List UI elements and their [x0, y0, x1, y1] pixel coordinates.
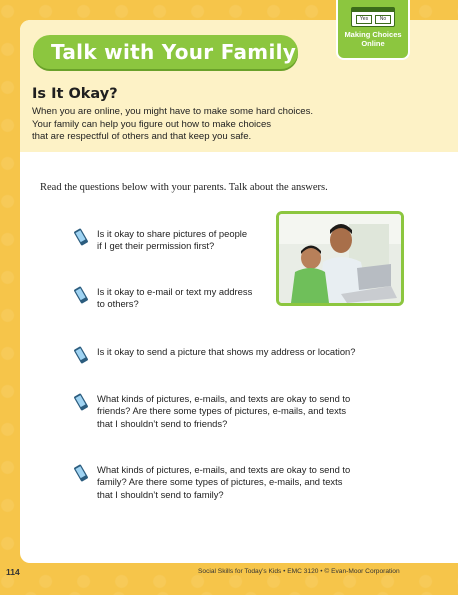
badge-line: Online	[361, 39, 385, 48]
family-photo	[276, 211, 404, 306]
question-line: Is it okay to share pictures of people	[97, 228, 248, 239]
question-item	[72, 228, 247, 253]
question-line: that I shouldn’t send to family?	[97, 488, 224, 500]
question-line: Is it okay to send a picture that shows my address or location?	[97, 346, 356, 357]
question-line: family? Are there some types of pictures, e-mails, and texts	[97, 476, 343, 488]
question-item	[72, 393, 350, 430]
browser-window-icon	[351, 7, 395, 27]
instruction-text: Read the questions below with your parents. Talk about the answers.	[40, 182, 328, 193]
intro-line: that are respectful of others and that keep you safe.	[32, 131, 252, 142]
phone-icon	[72, 346, 90, 364]
question-item	[72, 464, 350, 501]
question-line: What kinds of pictures, e-mails, and texts are okay to send to	[97, 464, 351, 475]
father-son-laptop-illustration	[279, 214, 401, 303]
question-line: that I shouldn’t send to friends?	[97, 417, 228, 429]
phone-icon	[72, 464, 90, 482]
question-item	[72, 346, 355, 364]
intro-line: Your family can help you figure out how to make choices	[32, 118, 272, 130]
yes-box: Yes	[356, 15, 372, 24]
intro-line: When you are online, you might have to make some hard choices.	[32, 106, 314, 117]
phone-icon	[72, 286, 90, 304]
question-line: to others?	[97, 298, 139, 310]
making-choices-online-badge	[336, 0, 410, 60]
question-line: Is it okay to e-mail or text my address	[97, 286, 253, 297]
phone-icon	[72, 228, 90, 246]
question-line: What kinds of pictures, e-mails, and texts are okay to send to	[97, 393, 351, 404]
page-title: Talk with Your Family	[51, 40, 297, 64]
content-card	[20, 20, 458, 563]
section-heading: Is It Okay?	[32, 86, 118, 102]
footer-credit: Social Skills for Today’s Kids • EMC 3120 • © Evan-Moor Corporation	[198, 568, 400, 575]
badge-line: Making Choices	[344, 30, 402, 39]
no-box: No	[375, 15, 391, 24]
page-number: 114	[6, 567, 20, 577]
question-item	[72, 286, 252, 311]
question-line: friends? Are there some types of pictures, e-mails, and texts	[97, 405, 347, 417]
phone-icon	[72, 393, 90, 411]
question-line: if I get their permission first?	[97, 240, 215, 252]
title-banner	[33, 35, 298, 69]
intro-paragraph	[32, 106, 362, 144]
